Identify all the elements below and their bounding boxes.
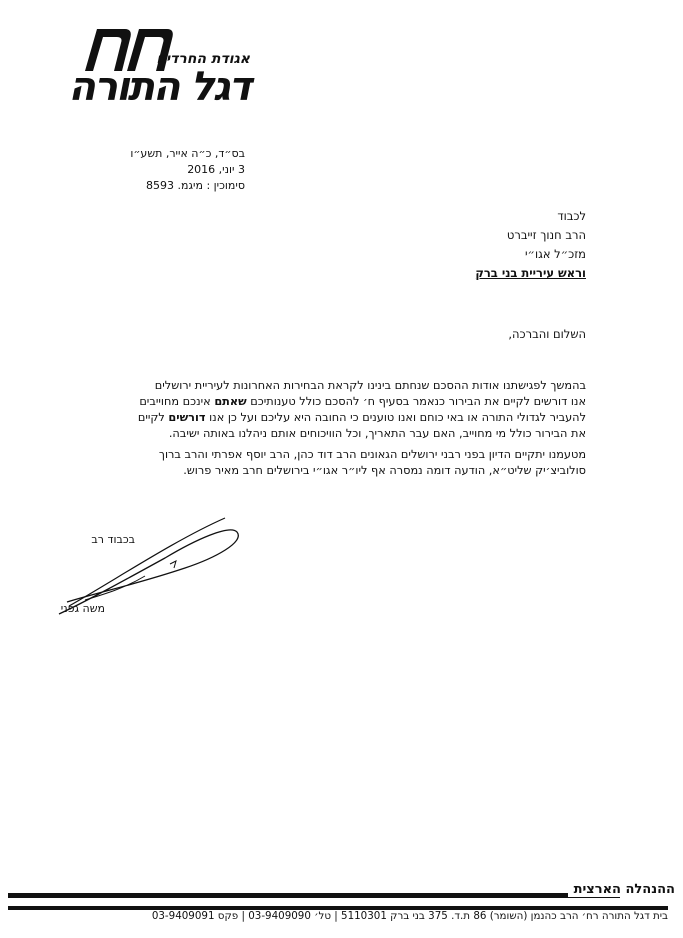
emphasized-word: שאתם xyxy=(214,395,247,408)
paragraph-line: את הבירור כולל מי מחוייב, האם עבר התאריך, וכל הוויכוחים אותם ניהלנו באותה ישיבה. xyxy=(168,427,586,440)
paragraph-2 xyxy=(26,447,586,479)
closing: בכבוד רב xyxy=(91,533,135,546)
footer-divider xyxy=(8,893,620,898)
letter-meta xyxy=(65,146,245,194)
paragraph-line: להעביר לגדולי התורה או באי כוחם ואנו טוענים כי החובה היא עליכם ועל כן אנו דורשים לקיים xyxy=(137,411,586,424)
recipient-block xyxy=(326,209,586,285)
date-hebrew: בס״ד, כ״ה אייר, תשע״ו xyxy=(130,147,245,160)
footer-address: בית דגל התורה רח׳ הרב כהנמן (השומר) 86 ת.ד. 375 בני ברק 5110301 | טל׳ 03-9409090 | פקס 03-9409091 xyxy=(151,910,668,922)
paragraph-line: בהמשך לפגישתנו אודות ההסכם שנחתם בינינו לקראת הבחירות האחרונות לעיריית ירושלים xyxy=(154,379,586,392)
greeting: השלום והברכה, xyxy=(508,327,586,341)
recipient-line: הרב חנוך זייברט xyxy=(506,228,586,242)
date-gregorian: 3 יוני, 2016 xyxy=(187,163,245,176)
footer-department: ההנהלה הארצית xyxy=(568,882,675,897)
reference-number: סימוכין : מיגמ. 8593 xyxy=(146,179,245,192)
paragraph-line: סולוביצ׳יק שליט״א, הודעה דומה נמסרה אף ליו״ר אגו״י בירושלים חרב מאיר פרוש. xyxy=(183,464,586,477)
signer-name: משה גפני xyxy=(60,602,105,615)
organization-logo xyxy=(55,25,250,115)
emphasized-word: דורשים xyxy=(168,411,206,424)
recipient-line: וראש עיריית בני ברק xyxy=(475,266,586,280)
recipient-line: לכבוד xyxy=(557,209,586,223)
paragraph-line: אנו דורשים לקיים את הבירור כנאמר בסעיף ח׳ להסכם כולל טענותיכם שאתם אינכם מחוייבים xyxy=(139,395,586,408)
logo-subtitle: אגודת החרדים xyxy=(156,51,250,67)
logo-title: דגל התורה xyxy=(68,64,250,110)
recipient-line: מזכ״ל אגו״י xyxy=(524,247,586,261)
paragraph-line: מטעמנו יתקיים הדיון בפני רבני ירושלים הגאונים הרב דוד כהן, הרב יוסף אפרתי והרב ברוך xyxy=(158,448,586,461)
paragraph-1 xyxy=(26,378,586,442)
